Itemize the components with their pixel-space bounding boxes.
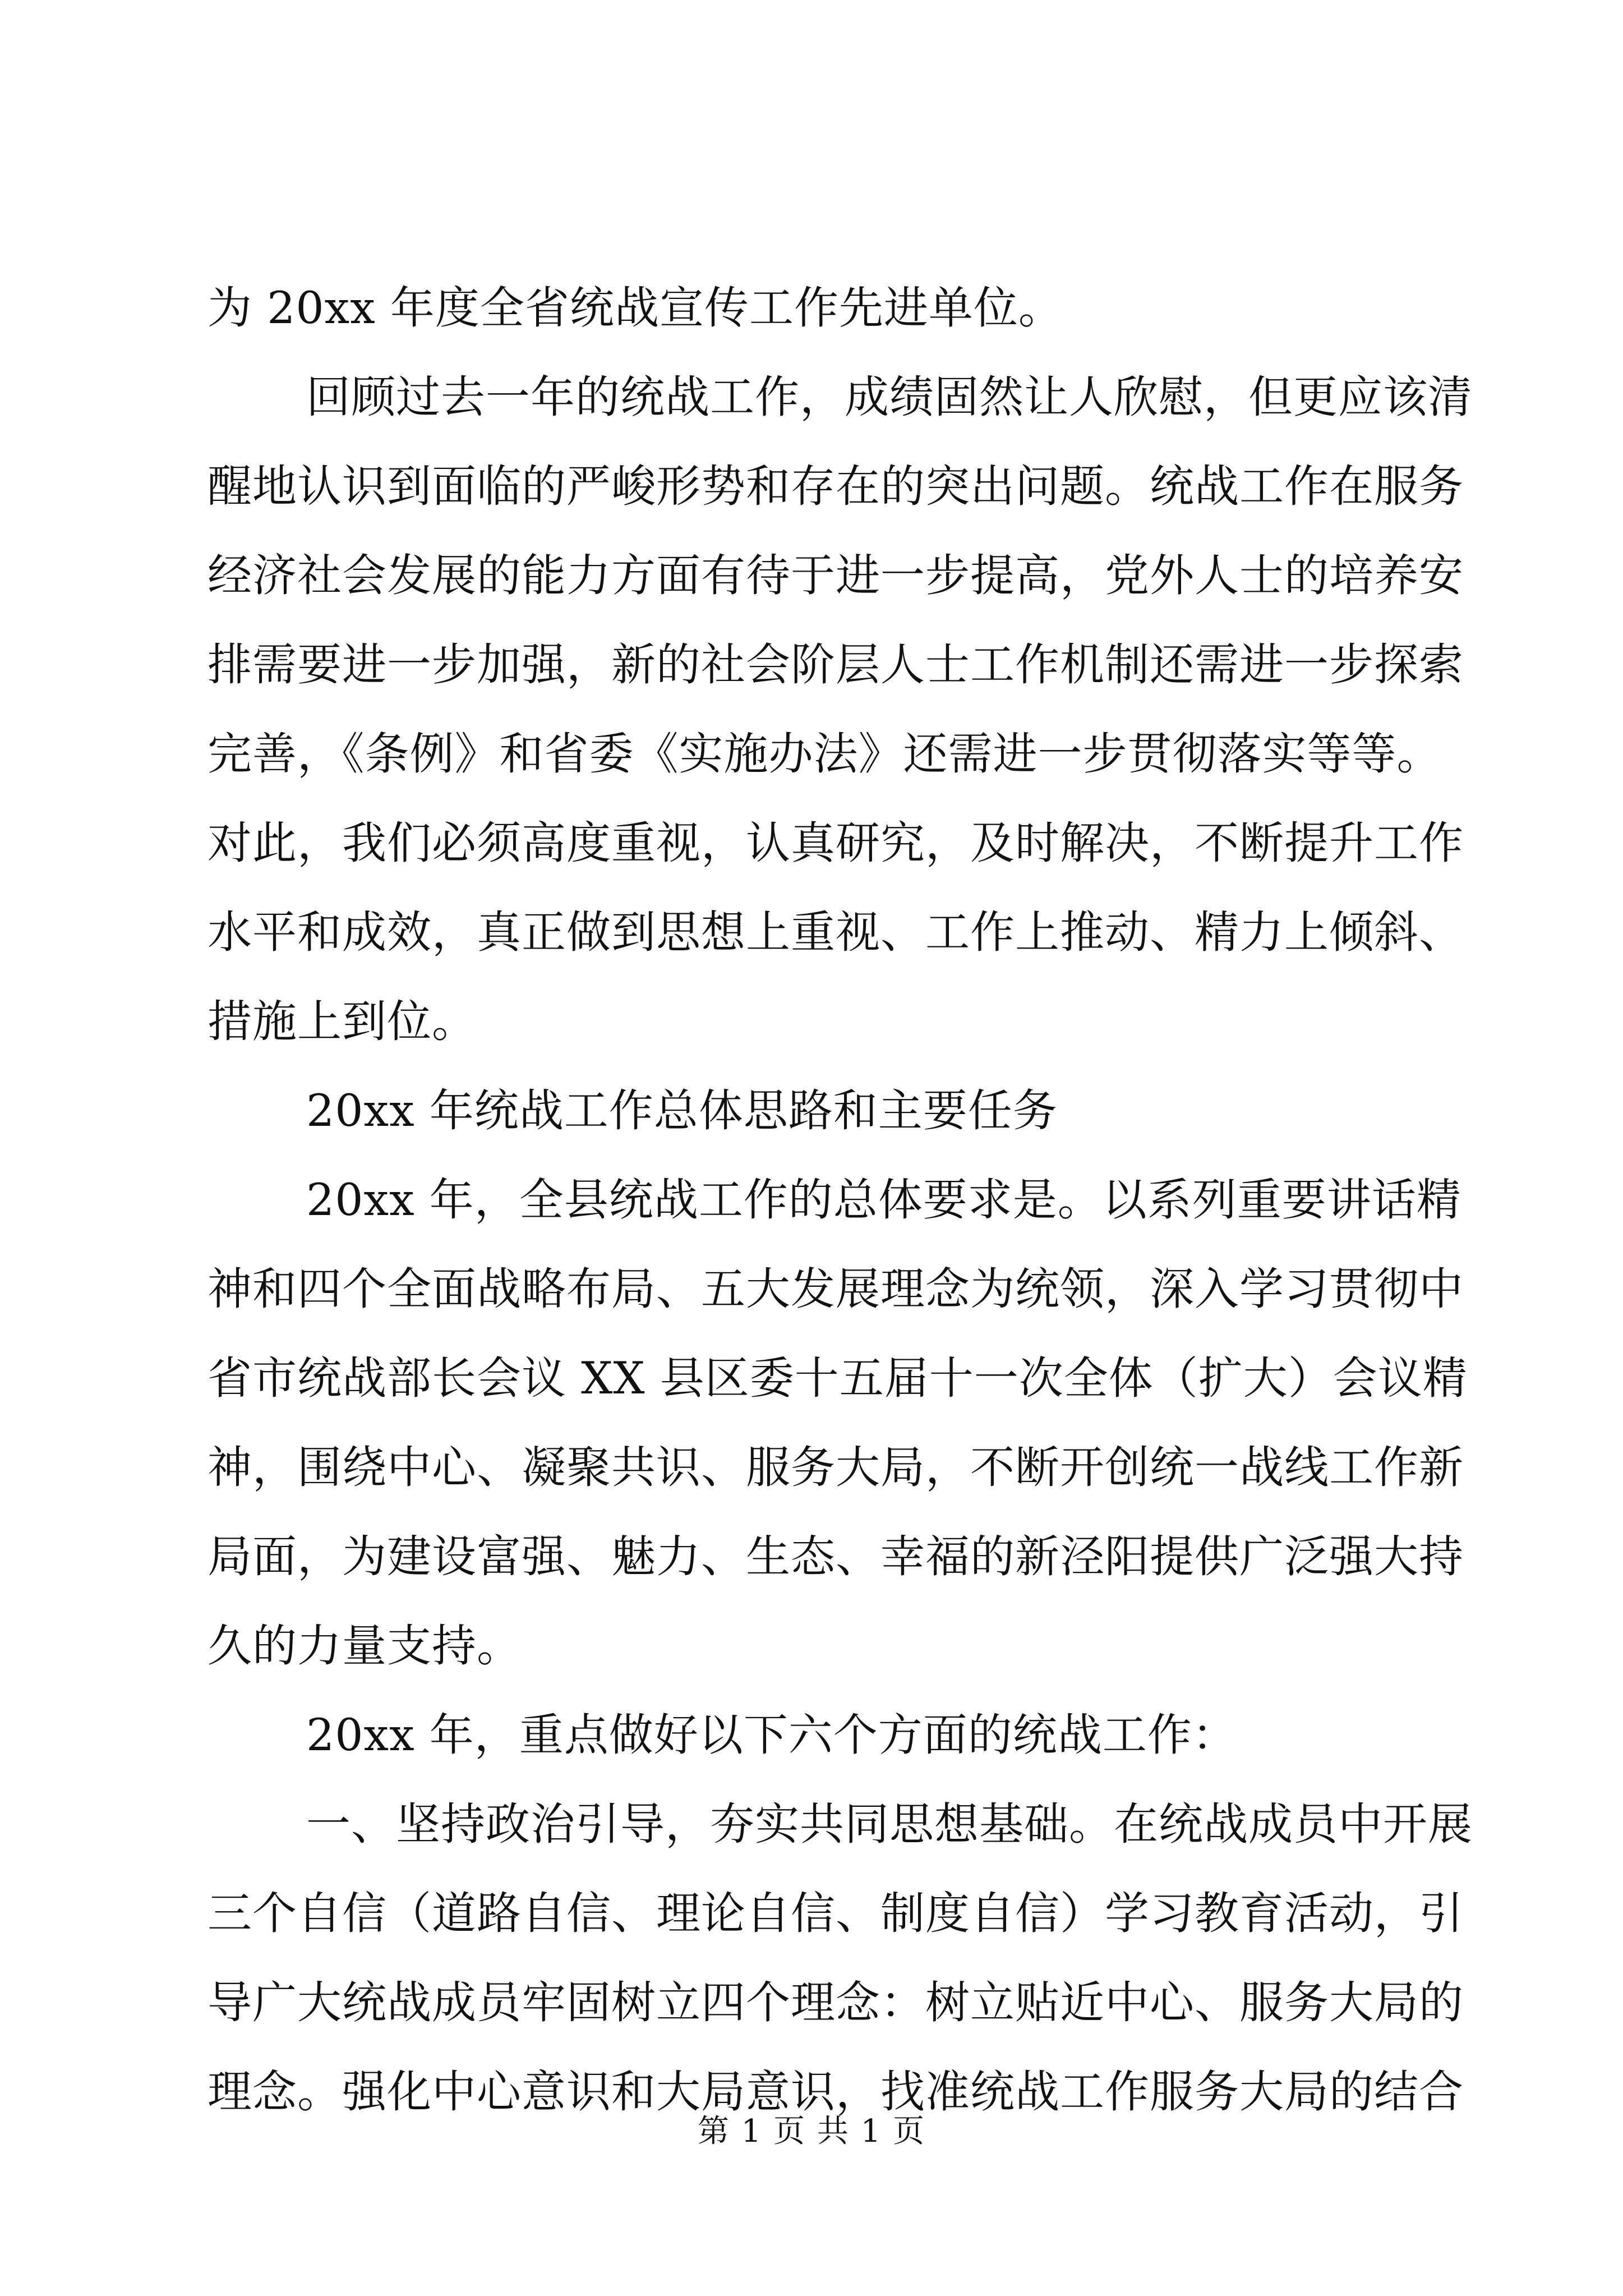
text-line: 理念。强化中心意识和大局意识，找准统战工作服务大局的结合 [208,2066,1464,2118]
text-line: 醒地认识到面临的严峻形势和存在的突出问题。统战工作在服务 [208,461,1464,512]
text-line: 20xx 年，全县统战工作的总体要求是。以系列重要讲话精 [306,1174,1461,1226]
paragraph [208,1066,1424,1156]
text-line: 久的力量支持。 [208,1620,522,1672]
text-line: 神，围绕中心、凝聚共识、服务大局，不断开创统一战线工作新 [208,1442,1464,1493]
paragraph [208,353,1473,1066]
text-line: 措施上到位。 [208,996,477,1047]
text-line: 经济社会发展的能力方面有待于进一步提高，党外人士的培养安 [208,550,1464,601]
page-footer [0,2109,1623,2154]
text-line: 神和四个全面战略布局、五大发展理念为统领，深入学习贯彻中 [208,1263,1464,1315]
paragraph [208,264,1424,353]
text-line: 排需要进一步加强，新的社会阶层人士工作机制还需进一步探索 [208,639,1464,691]
page-number-label: 第 1 页 共 1 页 [697,2113,926,2150]
text-line: 回顾过去一年的统战工作，成绩固然让人欣慰，但更应该清 [306,371,1473,423]
text-line: 20xx 年统战工作总体思路和主要任务 [306,1085,1058,1137]
text-line: 三个自信（道路自信、理论自信、制度自信）学习教育活动，引 [208,1888,1464,1939]
text-line: 一、坚持政治引导，夯实共同思想基础。在统战成员中开展 [306,1798,1473,1850]
paragraph [208,1691,1424,1780]
text-line: 对此，我们必须高度重视，认真研究，及时解决，不断提升工作 [208,817,1464,869]
text-line: 导广大统战成员牢固树立四个理念：树立贴近中心、服务大局的 [208,1977,1464,2028]
text-line: 为 20xx 年度全省统战宣传工作先进单位。 [208,282,1063,334]
text-line: 省市统战部长会议 XX 县区委十五届十一次全体（扩大）会议精 [208,1352,1468,1404]
paragraph [208,1780,1473,2137]
paragraph [208,1156,1468,1691]
text-line: 20xx 年，重点做好以下六个方面的统战工作： [306,1709,1237,1761]
text-line: 水平和成效，真正做到思想上重视、工作上推动、精力上倾斜、 [208,907,1464,958]
text-line: 局面，为建设富强、魅力、生态、幸福的新泾阳提供广泛强大持 [208,1531,1464,1582]
text-line: 完善，《条例》和省委《实施办法》还需进一步贯彻落实等等。 [208,728,1442,780]
document-body [208,264,1473,2137]
